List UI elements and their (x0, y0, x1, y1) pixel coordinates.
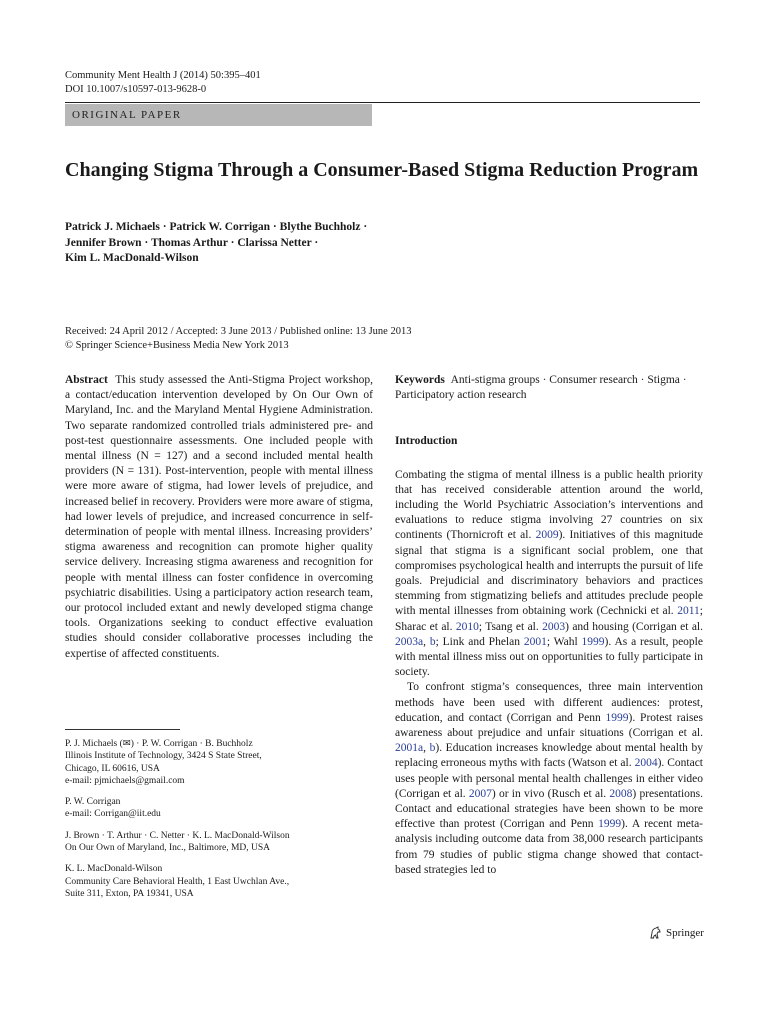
footnote-rule (65, 729, 180, 730)
body-text: , (423, 635, 430, 648)
doi[interactable]: DOI 10.1007/s10597-013-9628-0 (65, 84, 207, 95)
citation-link[interactable]: 2003a (395, 635, 424, 648)
affiliations (65, 738, 375, 909)
body-text: ; Link and Phelan (435, 635, 524, 648)
body-paragraph (395, 468, 703, 681)
paper-title: Changing Stigma Through a Consumer-Based Stigma Reduction Program (65, 159, 699, 181)
author-line: Kim L. MacDonald-Wilson (65, 252, 199, 264)
affiliation-block (65, 863, 375, 900)
body-text: ) or in vivo (Rusch et al. (491, 787, 610, 800)
citation-link[interactable]: 1999 (598, 818, 622, 831)
keywords (395, 373, 703, 403)
abstract-text: This study assessed the Anti-Stigma Project workshop, a contact/education intervention developed by On Our Own of Maryland, Inc. and the Maryland Mental Hygiene Administration. Two separate randomized controlled trials administered pre- and post-test questionnaire assessments. One included people with mental illness (N = 127) and a second included mental health providers (N = 131). Post-intervention, people with mental illness were more aware of stigma, had lower levels of prejudice, and increased belief in recovery. Providers were more aware of stigma, had lower levels of prejudice, and increased concurrence in self-determination of people with mental illness. Increasing providers’ stigma awareness and recognition can promote higher quality service delivery. Increasing stigma awareness and recognition for people with mental illness can foster confidence in overcoming psychiatric disabilities. Using a participatory action research team, our protocol included extant and newly developed stigma change tools. Organizations seeking to conduct effective evaluation studies should consider collaborative processes including the expertise of affected constituents. (65, 374, 373, 660)
body-text: ) presentations. Contact and educational strategies have been shown to be more effective than protest (Corrigan and Penn (395, 787, 703, 831)
citation-link[interactable]: 2011 (677, 605, 700, 618)
article-type-banner: ORIGINAL PAPER (65, 104, 372, 126)
body-text: ). As a result, people with mental illness miss out on opportunities to fully participate in society. (395, 635, 703, 679)
publisher-logo (648, 926, 704, 940)
keywords-label: Keywords (395, 374, 445, 386)
affiliation-block (65, 830, 375, 855)
affiliation-line: Illinois Institute of Technology, 3424 S State Street, (65, 751, 262, 762)
citation-link[interactable]: 2008 (609, 787, 633, 800)
right-column (395, 373, 703, 878)
body-text: , (423, 742, 430, 755)
body-paragraph (395, 680, 703, 878)
body-text: ; Wahl (546, 635, 582, 648)
journal-citation: Community Ment Health J (2014) 50:395–401 (65, 70, 261, 81)
citation-link[interactable]: b (429, 635, 436, 648)
left-column (65, 373, 373, 662)
abstract-label: Abstract (65, 374, 108, 386)
body-text: ) and housing (Corrigan et al. (565, 620, 704, 633)
date-history: Received: 24 April 2012 / Accepted: 3 June 2013 / Published online: 13 June 2013 (65, 326, 412, 337)
body-text: ). Education increases knowledge about mental health by replacing erroneous myths with facts (Watson et al. (395, 742, 704, 770)
springer-horse-icon (648, 926, 662, 940)
copyright: © Springer Science+Business Media New York 2013 (65, 339, 289, 351)
citation-link[interactable]: 1999 (605, 711, 629, 724)
citation-link[interactable]: 2001 (523, 635, 547, 648)
keywords-text: Anti-stigma groups · Consumer research · Stigma · Participatory action research (395, 374, 687, 402)
body-text: ; Tsang et al. (478, 620, 543, 633)
affiliation-block (65, 796, 375, 821)
author-list (65, 220, 465, 267)
abstract (65, 373, 373, 662)
affiliation-line: Community Care Behavioral Health, 1 East Uwchlan Ave., (65, 876, 290, 887)
publisher-name: Springer (666, 927, 704, 939)
affiliation-line: Chicago, IL 60616, USA (65, 763, 160, 774)
citation-link[interactable]: 2003 (542, 620, 566, 633)
author-line: Jennifer Brown · Thomas Arthur · Clarissa Netter · (65, 236, 319, 249)
citation-link[interactable]: 2010 (455, 620, 479, 633)
header-rule (65, 102, 700, 103)
section-heading: Introduction (395, 435, 458, 448)
body-text: ). Initiatives of this magnitude signal that stigma is a significant social problem, one that compromises psychological health and interrupts the pursuit of life goals. Prejudicial and discriminatory behaviors and practices stemming from stigmatizing beliefs and attitudes preclude people with mental illnesses from obtaining work (Cechnicki et al. (395, 529, 703, 618)
email-link[interactable]: e-mail: pjmichaels@gmail.com (65, 775, 185, 786)
journal-header (65, 69, 261, 97)
citation-link[interactable]: 2009 (535, 529, 559, 542)
citation-link[interactable]: b (429, 742, 436, 755)
citation-link[interactable]: 2007 (468, 787, 492, 800)
affiliation-line: P. W. Corrigan (65, 797, 121, 808)
publication-dates (65, 325, 411, 352)
citation-link[interactable]: 2004 (634, 757, 658, 770)
affiliation-block (65, 738, 375, 787)
citation-link[interactable]: 1999 (581, 635, 605, 648)
body-text: ). Protest raises awareness about prejudice and unfair situations (Corrigan et al. (395, 711, 703, 740)
body-text: Combating the stigma of mental illness is a public health priority that has received considerable attention around the world, including the World Psychiatric Association’s interventions and evaluations to reduce stigma involving 27 countries on six continents (Thornicroft et al. (395, 468, 703, 542)
affiliation-line: K. L. MacDonald-Wilson (65, 864, 163, 875)
email-link[interactable]: e-mail: Corrigan@iit.edu (65, 809, 161, 820)
body-text: ). Contact uses people with personal mental health challenges in either video (Corrigan et al. (395, 757, 703, 800)
affiliation-line: Suite 311, Exton, PA 19341, USA (65, 888, 194, 899)
affiliation-line: P. J. Michaels (✉) · P. W. Corrigan · B. Buchholz (65, 739, 253, 749)
affiliation-line: J. Brown · T. Arthur · C. Netter · K. L. MacDonald-Wilson (65, 830, 290, 841)
affiliation-line: On Our Own of Maryland, Inc., Baltimore, MD, USA (65, 843, 271, 854)
body-text: ; Sharac et al. (395, 605, 703, 633)
body-text: ). A recent meta-analysis including outcome data from 38,000 research participants from 79 studies of public stigma change showed that contact-based strategies led to (395, 818, 704, 876)
body-text: To confront stigma’s consequences, three main intervention methods have been used with different audiences: protest, education, and contact (Corrigan and Penn (395, 681, 703, 724)
author-line: Patrick J. Michaels · Patrick W. Corrigan · Blythe Buchholz · (65, 221, 368, 233)
citation-link[interactable]: 2001a (395, 742, 424, 755)
